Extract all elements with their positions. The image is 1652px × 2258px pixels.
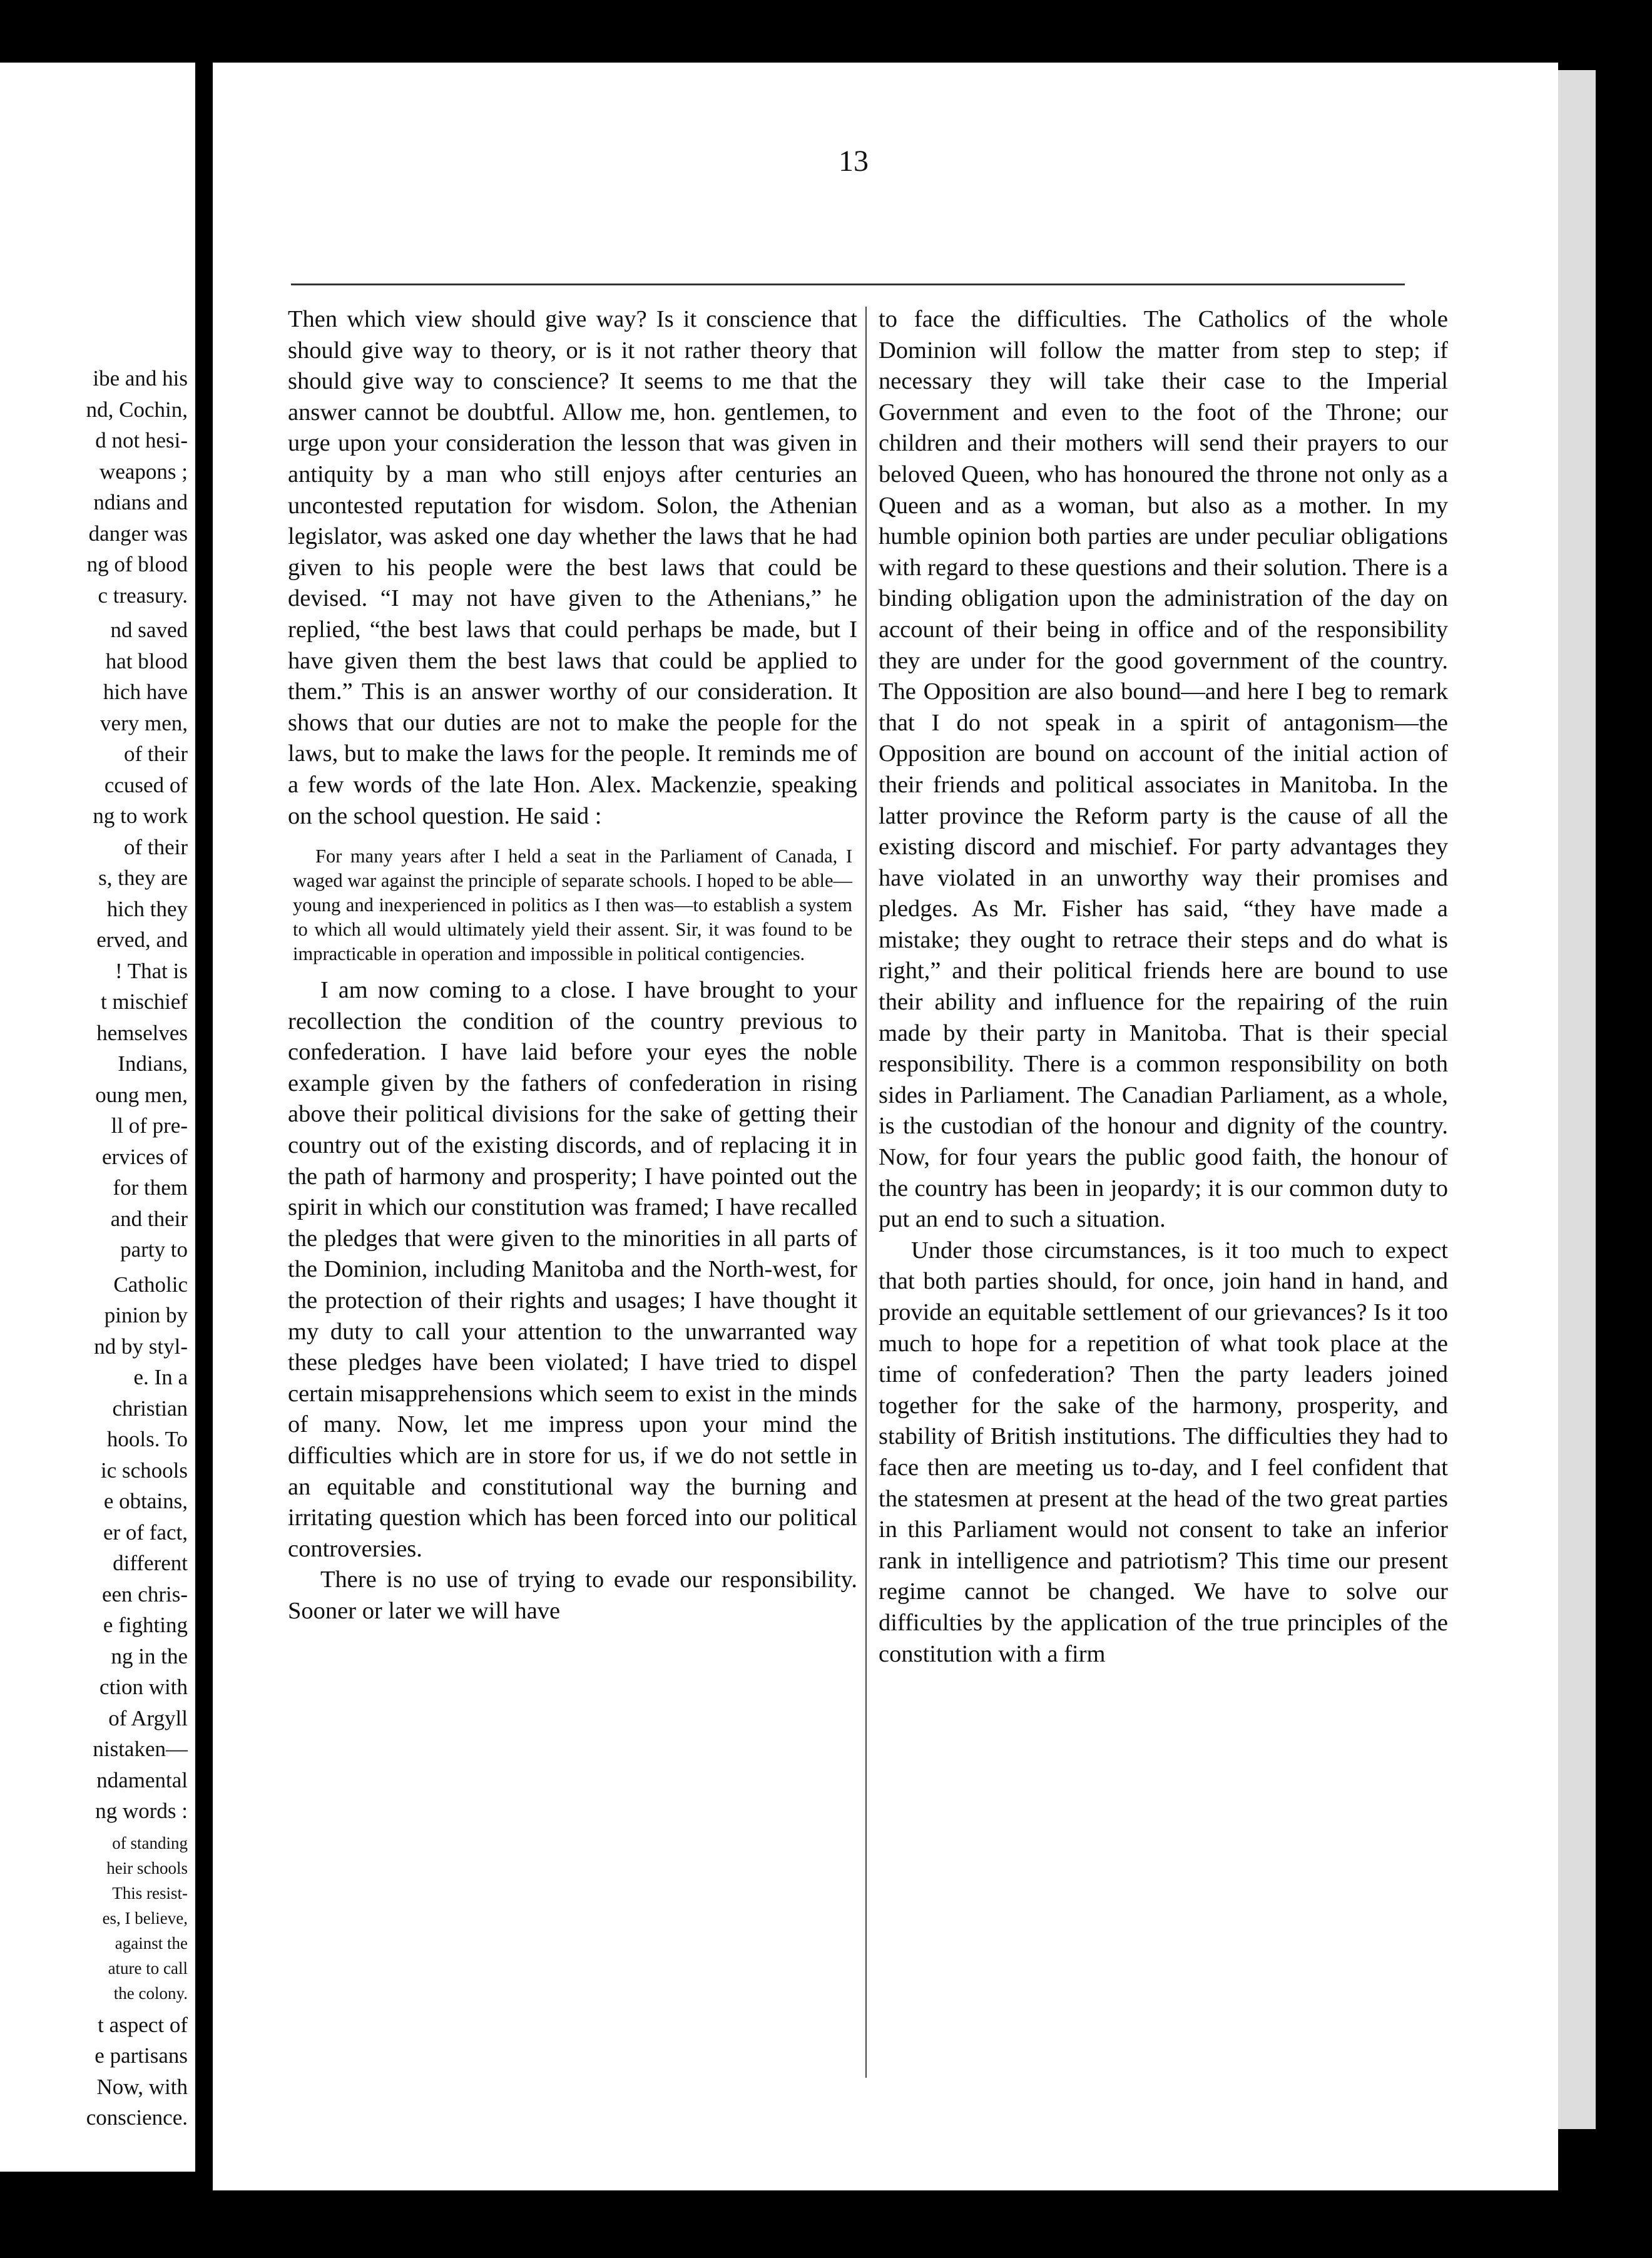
- previous-page-line: of Argyll: [108, 1705, 188, 1730]
- previous-page-line: nd, Cochin,: [86, 397, 188, 422]
- previous-page-line: ng words :: [95, 1799, 188, 1823]
- block-quote: For many years after I held a seat in the Parliament of Canada, I waged war against the principle of separate schools. I hoped to be able—young and inexperienced in politics as I then was—to establish a system to which all would ultimately yield their assent. Sir, it was found to be impracticable in operation and impossible in political contigencies.: [293, 845, 852, 965]
- paragraph: Under those circumstances, is it too much to expect that both parties should, for once, join hand in hand, and provide an equitable settlement of our grievances? Is it too much to hope for a repetition of what took place at the time of confederation? Then the party leaders joined together for the sake of the harmony, prosperity, and stability of British institutions. The difficulties they had to face then are meeting us to-day, and I feel confident that the statesmen at present at the head of the two great parties in this Parliament would not consent to take an inferior rank in intelligence and patriotism? This time our present regime cannot be changed. We have to solve our difficulties by the application of the true principles of the constitution with a firm: [879, 1237, 1448, 1667]
- previous-page-line: ic schools: [100, 1458, 188, 1483]
- previous-page-line: Now, with: [96, 2074, 188, 2099]
- previous-page-line: the colony.: [113, 1983, 188, 2003]
- previous-page-line: s, they are: [98, 866, 188, 890]
- previous-page-line: erved, and: [96, 927, 188, 952]
- previous-page-line: c treasury.: [98, 583, 188, 608]
- previous-page-line: ndamental: [96, 1767, 188, 1792]
- previous-page-line: t aspect of: [98, 2012, 188, 2037]
- previous-page-line: against the: [115, 1933, 188, 1953]
- previous-page-line: ction with: [99, 1675, 188, 1699]
- previous-page-line: e fighting: [103, 1613, 188, 1637]
- previous-page-line: party to: [120, 1237, 188, 1262]
- previous-page-line: pinion by: [104, 1303, 188, 1327]
- previous-page-line: ng of blood: [86, 552, 188, 576]
- previous-page-line: e partisans: [94, 2043, 188, 2068]
- previous-page-line: d not hesi-: [95, 428, 188, 452]
- previous-page-line: danger was: [88, 521, 188, 546]
- previous-page-line: nd by styl-: [94, 1334, 188, 1359]
- previous-page-line: e obtains,: [103, 1489, 188, 1513]
- previous-page-line: christian: [112, 1396, 188, 1421]
- previous-page-line: Catholic: [113, 1272, 188, 1297]
- previous-page-line: of their: [123, 834, 188, 859]
- previous-page-line: hools. To: [106, 1427, 188, 1451]
- right-column: [879, 304, 1448, 1670]
- previous-page-line: ng to work: [93, 804, 188, 828]
- left-column: [288, 304, 857, 1627]
- paragraph: Then which view should give way? Is it conscience that should give way to theory, or is it not rather theory that should give way to conscience? It seems to me that the answer cannot be doubtful. Allow me, hon. gentlemen, to urge upon your consideration the lesson that was given in antiquity by a man who still enjoys after centuries an uncontested reputation for wisdom. Solon, the Athenian legislator, was asked one day whether the laws that he had given to his people were the best laws that could be devised. “I may not have given to the Athenians,” he replied, “the best laws that could perhaps be made, but I have given them the best laws that could be applied to them.” This is an answer worthy of our consideration. It shows that our duties are not to make the people for the laws, but to make the laws for the people. It reminds me of a few words of the late Hon. Alex. Mackenzie, speaking on the school question. He said :: [288, 306, 857, 829]
- previous-page-line: hich have: [103, 680, 188, 704]
- previous-page-line: different: [113, 1551, 188, 1575]
- previous-page-line: ll of pre-: [111, 1113, 188, 1138]
- paragraph: to face the difficulties. The Catholics of the whole Dominion will follow the matter from step to step; if necessary they will take their case to the Imperial Government and even to the foot of the Throne; our children and their mothers will send their prayers to our beloved Queen, who has honoured the throne not only as a Queen and as a woman, but also as a mother. In my humble opinion both parties are under peculiar obligations with regard to these questions and their solution. There is a binding obligation upon the administration of the day on account of their being in office and of the responsibility they are under for the good government of the country. The Opposition are also bound—and here I beg to remark that I do not speak in a spirit of antagonism—the Opposition are bound on account of the initial action of their friends and political associates in Manitoba. In the latter province the Reform party is the cause of all the existing discord and mischief. For party advantages they have violated in an unworthy way their promises and pledges. As Mr. Fisher has said, “they have made a mistake; they ought to retrace their steps and do what is right,” and their political friends here are bound to use their ability and influence for the repairing of the ruin made by their party in Manitoba. That is their special responsibility. There is a common responsibility on both sides in Parliament. The Canadian Parliament, as a whole, is the custodian of the honour and dignity of the country. Now, for four years the public good faith, the honour of the country has been in jeopardy; it is our common duty to put an end to such a situation.: [879, 306, 1448, 1233]
- previous-page-line: of their: [123, 742, 188, 766]
- previous-page-line: ! That is: [115, 958, 188, 983]
- previous-page-line: very men,: [100, 710, 188, 735]
- previous-page-fragment: [0, 63, 195, 2172]
- previous-page-line: nd saved: [110, 618, 188, 642]
- previous-page-line: for them: [113, 1175, 188, 1200]
- previous-page-line: ervices of: [101, 1144, 188, 1169]
- previous-page-line: oung men,: [95, 1082, 188, 1107]
- paragraph: There is no use of trying to evade our responsibility. Sooner or later we will have: [288, 1566, 857, 1624]
- previous-page-line: ndians and: [93, 490, 188, 514]
- header-rule: [291, 284, 1405, 285]
- previous-page-line: een chris-: [101, 1581, 188, 1607]
- previous-page-text: [0, 363, 188, 2133]
- previous-page-line: heir schools: [106, 1858, 188, 1877]
- previous-page-line: ibe and his: [93, 366, 188, 391]
- previous-page-line: of standing: [112, 1833, 188, 1852]
- previous-page-line: hich they: [106, 896, 188, 921]
- previous-page-line: hat blood: [105, 648, 188, 673]
- previous-page-line: ature to call: [108, 1958, 188, 1978]
- previous-page-line: and their: [110, 1206, 188, 1231]
- page-edge: [1558, 70, 1596, 2129]
- previous-page-line: This resist-: [112, 1883, 188, 1903]
- paragraph: I am now coming to a close. I have brought to your recollection the condition of the country previous to confederation. I have laid before your eyes the noble example given by the fathers of confederation in rising above their political divisions for the sake of getting their country out of the existing discords, and of replacing it in the path of harmony and prosperity; I have pointed out the spirit in which our constitution was framed; I have recalled the pledges that were given to the minorities in all parts of the Dominion, including Manitoba and the North-west, for the protection of their rights and usages; I have thought it my duty to call your attention to the unwarranted way these pledges have been violated; I have tried to dispel certain misapprehensions which seem to exist in the minds of many. Now, let me impress upon your mind the difficulties which are in store for us, if we do not settle in an equitable and constitutional way the burning and irritating question which has been forced into our political controversies.: [288, 977, 857, 1562]
- previous-page-line: conscience.: [86, 2105, 188, 2130]
- previous-page-line: es, I believe,: [102, 1908, 188, 1928]
- previous-page-line: ng in the: [111, 1643, 188, 1668]
- previous-page-line: ccused of: [104, 772, 188, 797]
- column-divider: [865, 307, 867, 2078]
- previous-page-line: e. In a: [133, 1365, 188, 1389]
- previous-page-line: weapons ;: [99, 459, 188, 484]
- previous-page-line: er of fact,: [103, 1520, 188, 1545]
- previous-page-line: Indians,: [118, 1051, 188, 1076]
- page-number: 13: [839, 145, 869, 178]
- previous-page-line: nistaken—: [93, 1737, 188, 1761]
- previous-page-line: t mischief: [101, 989, 188, 1014]
- previous-page-line: hemselves: [96, 1020, 188, 1045]
